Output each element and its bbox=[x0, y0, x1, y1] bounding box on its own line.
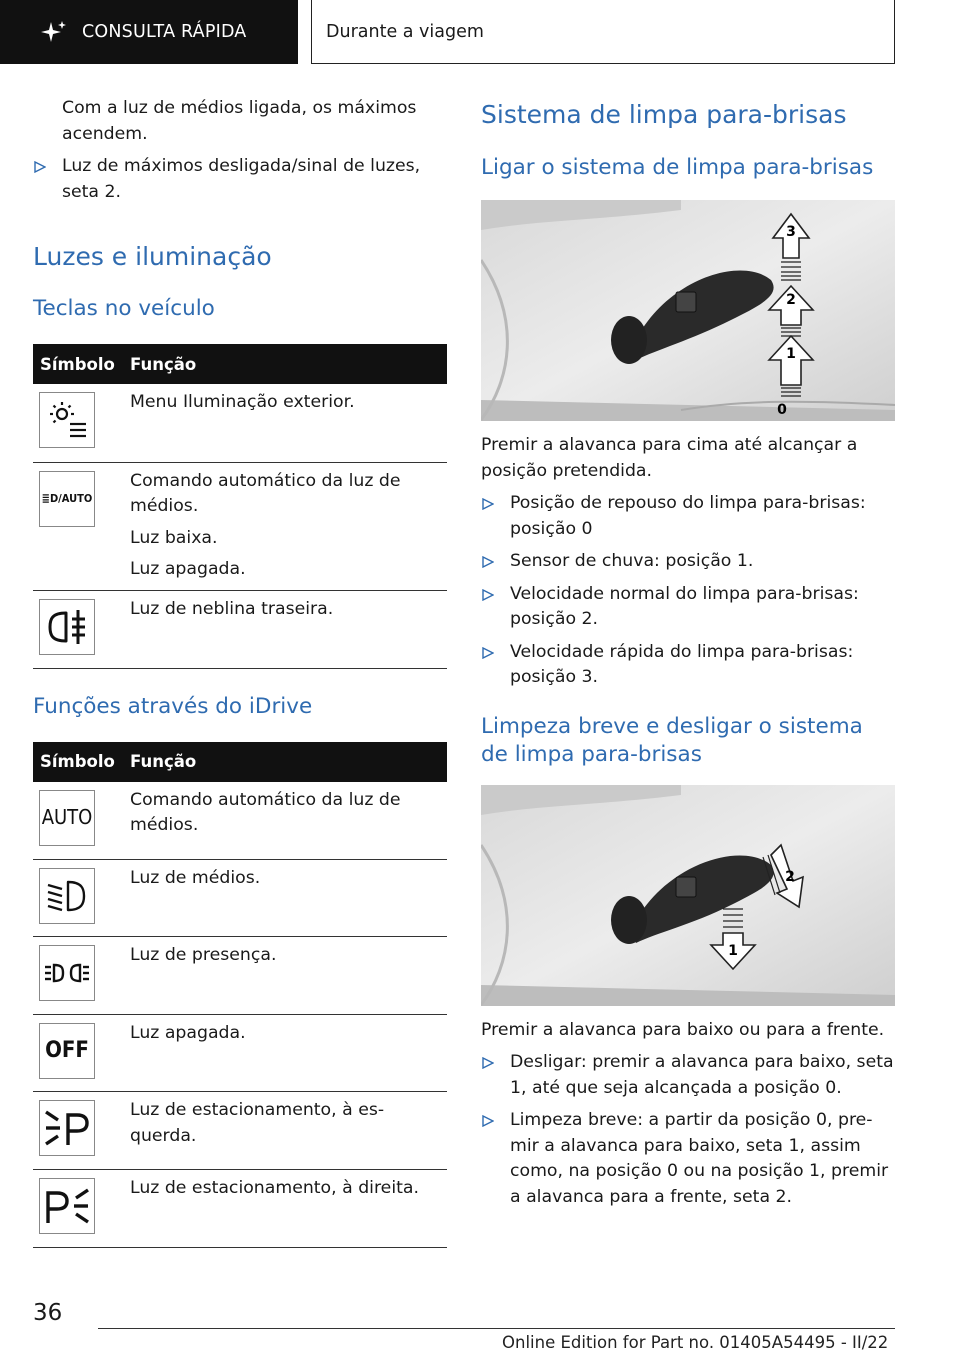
list-item-text: Velocidade normal do limpa para-brisas: posição 2. bbox=[510, 583, 859, 629]
table-row bbox=[33, 1092, 447, 1170]
row-text: Luz de presença. bbox=[130, 945, 277, 965]
heading-idrive: Funções através do iDrive bbox=[33, 693, 313, 719]
table-row bbox=[33, 1170, 447, 1248]
list-item bbox=[481, 640, 895, 691]
heading-wiper-off: Limpeza breve e desligar o sistema de limpa para-brisas bbox=[481, 713, 863, 767]
heading-lights: Luzes e iluminação bbox=[33, 242, 272, 271]
right-column bbox=[481, 100, 895, 1210]
list-item-text: Velocidade rápida do limpa para-brisas: posição 3. bbox=[510, 641, 854, 687]
triangle-bullet-icon bbox=[482, 556, 494, 568]
list-item bbox=[481, 491, 895, 542]
heading-keys: Teclas no veículo bbox=[33, 296, 215, 321]
triangle-bullet-icon bbox=[482, 498, 494, 510]
off-text: Premir a alavanca para baixo ou para a frente. bbox=[481, 1019, 885, 1040]
heading-wiper: Sistema de limpa para-brisas bbox=[481, 100, 847, 129]
wiper-up-photo bbox=[481, 200, 895, 421]
row-text: Luz apagada. bbox=[130, 559, 246, 579]
auto-icon: AUTO bbox=[39, 790, 95, 846]
triangle-bullet-icon bbox=[482, 1115, 494, 1127]
list-item bbox=[481, 549, 895, 575]
quick-reference-tab[interactable] bbox=[0, 0, 298, 64]
parking-lights-icon bbox=[39, 945, 95, 1001]
table-row bbox=[33, 860, 447, 937]
table-row bbox=[33, 384, 447, 462]
label-2: 2 bbox=[786, 292, 796, 308]
footer-divider bbox=[98, 1328, 895, 1329]
list-item-text: Limpeza breve: a partir da posição 0, pre-mir a alavanca para baixo, seta 1, assim como, na posição 0 ou na posição 1, premir a alavanca para a frente, seta 2. bbox=[510, 1110, 889, 1207]
label-0: 0 bbox=[777, 402, 787, 418]
list-item-text: Posição de repouso do limpa para-brisas: posição 0 bbox=[510, 493, 866, 539]
label-1: 1 bbox=[786, 346, 796, 362]
exterior-lighting-icon bbox=[39, 392, 95, 448]
right-parking-light-icon bbox=[39, 1178, 95, 1234]
list-item bbox=[481, 582, 895, 633]
heading-wiper-on: Ligar o sistema de limpa para-brisas bbox=[481, 155, 874, 180]
auto-headlight-knob-icon: ≣D/AUTO bbox=[39, 471, 95, 527]
list-item bbox=[481, 1108, 895, 1210]
triangle-bullet-icon bbox=[482, 1057, 494, 1069]
table-row bbox=[33, 1015, 447, 1092]
row-text: Luz de estacionamento, à es-querda. bbox=[130, 1100, 385, 1146]
col-function: Função bbox=[130, 344, 447, 384]
list-item bbox=[33, 154, 447, 205]
col-symbol: Símbolo bbox=[33, 742, 130, 782]
row-text: Comando automático da luz de médios. bbox=[130, 789, 401, 835]
table-row bbox=[33, 782, 447, 860]
section-title: Durante a viagem bbox=[326, 21, 484, 42]
table-row bbox=[33, 937, 447, 1015]
low-beam-icon bbox=[39, 868, 95, 924]
page-number: 36 bbox=[33, 1300, 63, 1326]
table-header bbox=[33, 344, 447, 384]
table-row bbox=[33, 462, 447, 590]
left-column bbox=[33, 96, 447, 1248]
intro-text: Com a luz de médios ligada, os máximos acendem. bbox=[62, 98, 417, 144]
sparkle-icon bbox=[40, 20, 68, 44]
label-3: 3 bbox=[786, 224, 796, 240]
list-item-text: Desligar: premir a alavanca para baixo, seta 1, até que seja alcançada a posição 0. bbox=[510, 1052, 894, 1098]
list-item bbox=[481, 1050, 895, 1101]
row-text: Luz de médios. bbox=[130, 868, 261, 888]
table-keys bbox=[33, 344, 447, 669]
tab-label: CONSULTA RÁPIDA bbox=[82, 22, 247, 42]
label-2: 2 bbox=[785, 868, 795, 885]
row-text: Luz baixa. bbox=[130, 527, 218, 548]
triangle-bullet-icon bbox=[34, 161, 46, 173]
left-parking-light-icon bbox=[39, 1100, 95, 1156]
off-icon: OFF bbox=[39, 1023, 95, 1079]
on-text: Premir a alavanca para cima até alcançar a posição pretendida. bbox=[481, 435, 858, 481]
col-function: Função bbox=[130, 742, 447, 782]
triangle-bullet-icon bbox=[482, 589, 494, 601]
wiper-down-photo bbox=[481, 785, 895, 1006]
table-header bbox=[33, 742, 447, 782]
row-text: Menu Iluminação exterior. bbox=[130, 392, 355, 412]
row-text: Luz de neblina traseira. bbox=[130, 598, 334, 619]
list-item-text: Sensor de chuva: posição 1. bbox=[510, 551, 754, 571]
row-text: Luz de estacionamento, à direita. bbox=[130, 1178, 419, 1198]
row-text: Luz apagada. bbox=[130, 1023, 246, 1043]
table-idrive bbox=[33, 742, 447, 1249]
rear-fog-light-icon bbox=[39, 599, 95, 655]
list-item-text: Luz de máximos desligada/sinal de luzes, seta 2. bbox=[62, 156, 421, 202]
label-1: 1 bbox=[728, 942, 738, 959]
row-text: Comando automático da luz de médios. bbox=[130, 470, 401, 516]
edition-text[interactable]: Online Edition for Part no. 01405A54495 - II/22 bbox=[502, 1333, 889, 1352]
table-row bbox=[33, 590, 447, 668]
col-symbol: Símbolo bbox=[33, 344, 130, 384]
triangle-bullet-icon bbox=[482, 647, 494, 659]
section-title-box bbox=[311, 0, 895, 64]
